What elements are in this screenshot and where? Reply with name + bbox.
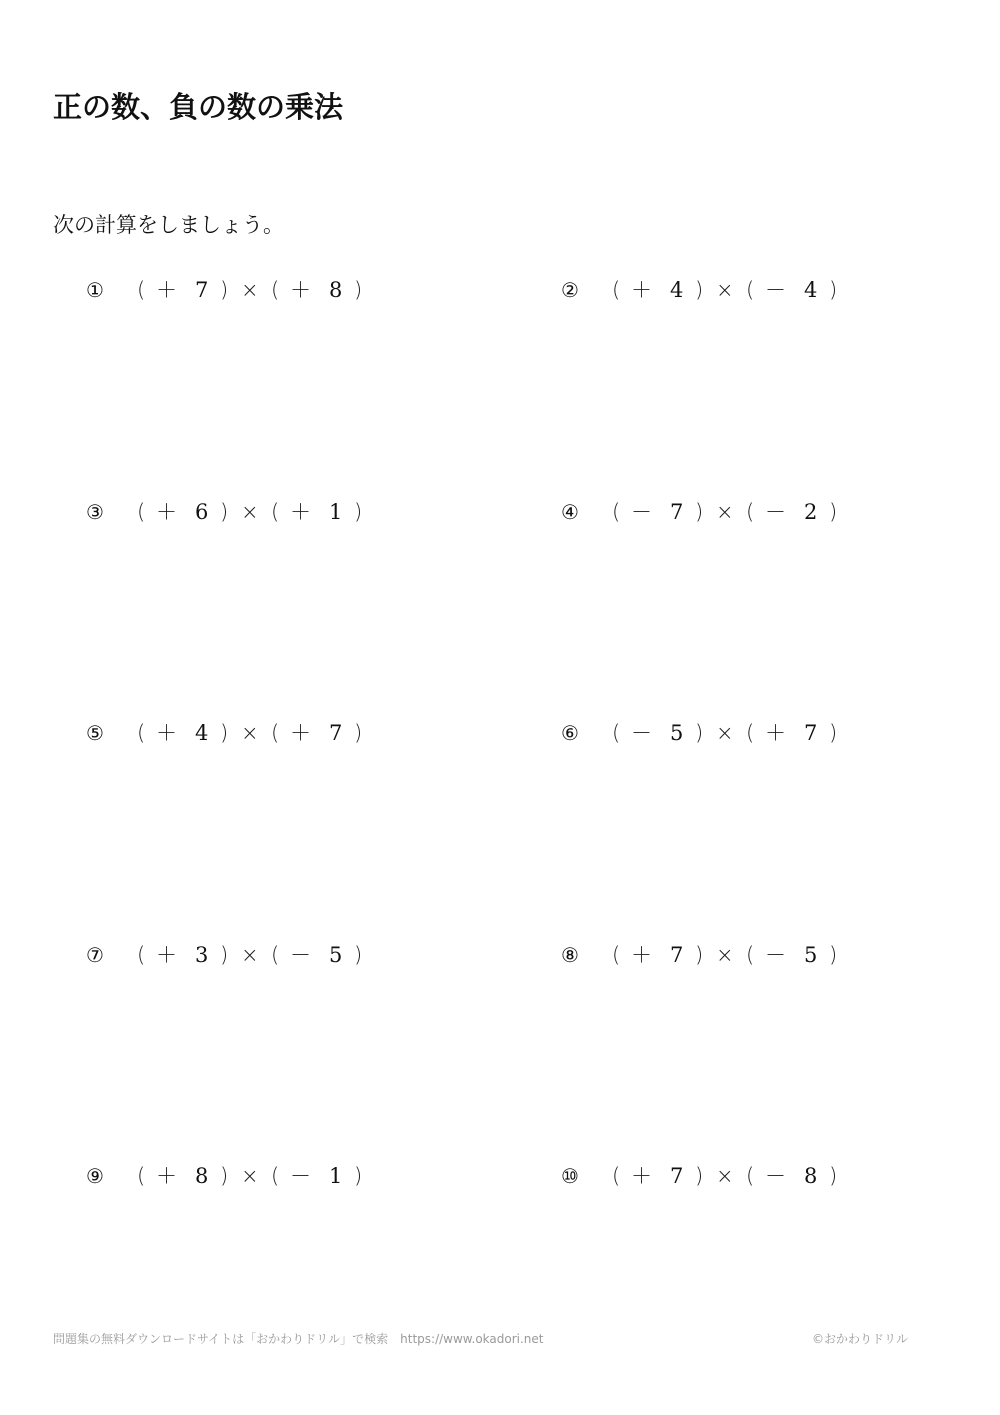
open-paren: ( [271,943,280,967]
close-paren: ) [354,943,363,967]
open-paren: ( [612,1164,621,1188]
first-sign: ＋ [156,278,177,302]
problem-item [561,1161,921,1191]
footer-site-text: 問題集の無料ダウンロードサイトは「おかわりドリル」で検索 https://www.okadori.net [53,1332,544,1346]
times-sign: × [716,1164,734,1188]
first-sign: － [631,500,652,524]
open-paren: ( [271,1164,280,1188]
first-sign: － [631,721,652,745]
first-sign: ＋ [631,278,652,302]
page-title: 正の数、負の数の乗法 [53,90,344,124]
first-sign: ＋ [631,943,652,967]
open-paren: ( [137,278,146,302]
second-sign: － [765,278,786,302]
problem-item [561,718,921,748]
second-sign: ＋ [290,278,311,302]
problem-item [86,497,446,527]
first-sign: ＋ [156,1164,177,1188]
times-sign: × [241,721,259,745]
problem-item [561,275,921,305]
times-sign: × [241,1164,259,1188]
problem-number: ⑨ [86,1164,104,1188]
problem-item [561,940,921,970]
second-operand: 7 [329,721,343,745]
close-paren: ) [695,1164,704,1188]
problem-number: ③ [86,500,104,524]
second-sign: ＋ [290,500,311,524]
open-paren: ( [271,278,280,302]
close-paren: ) [829,278,838,302]
second-operand: 5 [804,943,818,967]
second-sign: － [765,943,786,967]
first-operand: 7 [670,500,684,524]
close-paren: ) [829,721,838,745]
first-operand: 4 [195,721,209,745]
first-operand: 3 [195,943,209,967]
open-paren: ( [271,500,280,524]
problem-item [86,275,446,305]
close-paren: ) [354,721,363,745]
instruction-text: 次の計算をしましょう。 [53,213,284,237]
open-paren: ( [612,721,621,745]
open-paren: ( [137,721,146,745]
problem-number: ④ [561,500,579,524]
second-operand: 5 [329,943,343,967]
times-sign: × [716,278,734,302]
close-paren: ) [829,1164,838,1188]
first-operand: 7 [670,943,684,967]
close-paren: ) [354,278,363,302]
close-paren: ) [695,943,704,967]
second-operand: 8 [329,278,343,302]
second-operand: 7 [804,721,818,745]
first-operand: 5 [670,721,684,745]
open-paren: ( [612,943,621,967]
close-paren: ) [220,1164,229,1188]
close-paren: ) [354,1164,363,1188]
first-operand: 7 [195,278,209,302]
times-sign: × [716,721,734,745]
second-sign: ＋ [290,721,311,745]
problem-number: ① [86,278,104,302]
first-sign: ＋ [156,721,177,745]
first-sign: ＋ [156,943,177,967]
open-paren: ( [137,500,146,524]
problem-item [86,718,446,748]
close-paren: ) [220,721,229,745]
first-operand: 7 [670,1164,684,1188]
second-operand: 8 [804,1164,818,1188]
problem-item [86,1161,446,1191]
first-operand: 6 [195,500,209,524]
open-paren: ( [746,721,755,745]
times-sign: × [241,500,259,524]
close-paren: ) [695,721,704,745]
open-paren: ( [746,1164,755,1188]
close-paren: ) [829,943,838,967]
second-sign: － [765,500,786,524]
problem-number: ② [561,278,579,302]
problem-number: ⑧ [561,943,579,967]
first-sign: ＋ [631,1164,652,1188]
close-paren: ) [829,500,838,524]
footer-copyright: ©おかわりドリル [811,1332,908,1346]
problem-number: ⑦ [86,943,104,967]
times-sign: × [241,278,259,302]
problem-item [86,940,446,970]
second-operand: 1 [329,1164,343,1188]
problem-item [561,497,921,527]
second-operand: 1 [329,500,343,524]
second-sign: － [290,1164,311,1188]
close-paren: ) [354,500,363,524]
problem-number: ⑤ [86,721,104,745]
problem-number: ⑥ [561,721,579,745]
open-paren: ( [746,500,755,524]
close-paren: ) [220,500,229,524]
close-paren: ) [220,278,229,302]
times-sign: × [716,943,734,967]
times-sign: × [716,500,734,524]
first-sign: ＋ [156,500,177,524]
open-paren: ( [271,721,280,745]
open-paren: ( [612,278,621,302]
problem-number: ⑩ [561,1164,579,1188]
close-paren: ) [695,278,704,302]
open-paren: ( [612,500,621,524]
times-sign: × [241,943,259,967]
close-paren: ) [695,500,704,524]
open-paren: ( [746,943,755,967]
second-sign: － [290,943,311,967]
second-sign: － [765,1164,786,1188]
open-paren: ( [137,943,146,967]
first-operand: 4 [670,278,684,302]
open-paren: ( [746,278,755,302]
second-sign: ＋ [765,721,786,745]
second-operand: 2 [804,500,818,524]
second-operand: 4 [804,278,818,302]
first-operand: 8 [195,1164,209,1188]
open-paren: ( [137,1164,146,1188]
close-paren: ) [220,943,229,967]
